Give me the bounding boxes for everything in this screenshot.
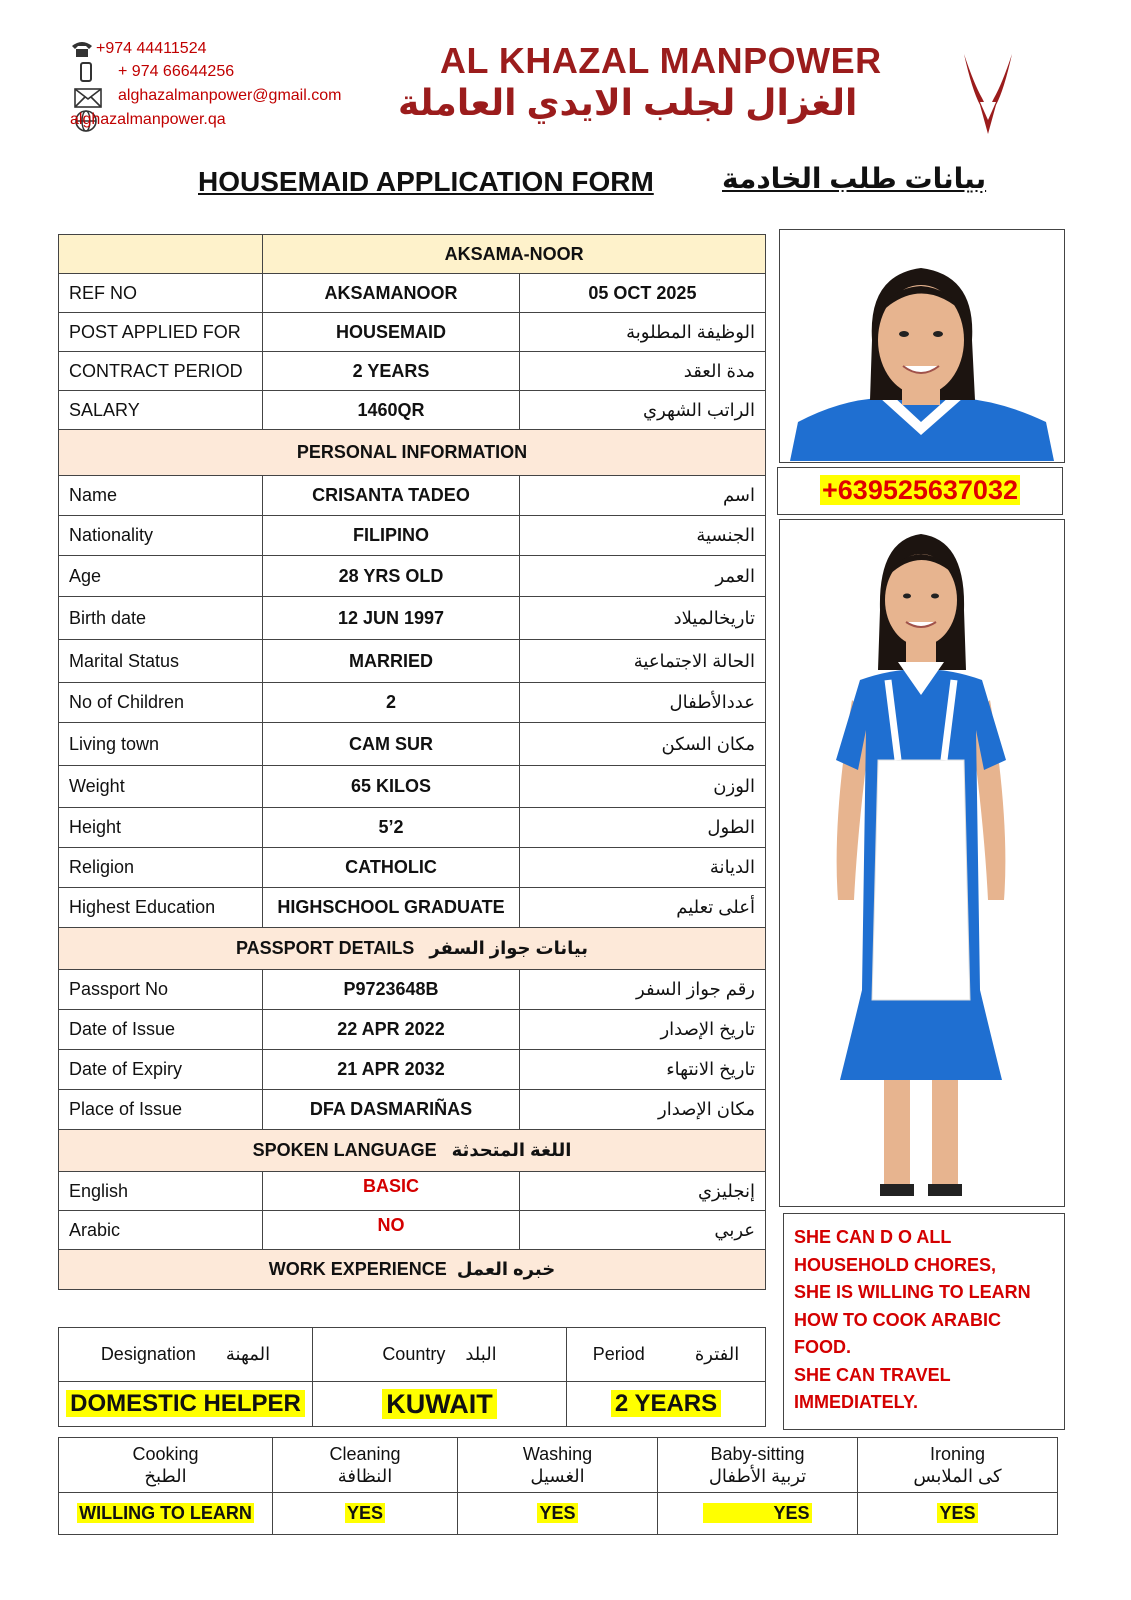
brand-name-en: AL KHAZAL MANPOWER [440,40,882,81]
skill-value: YES [346,1503,384,1523]
contact-website[interactable]: alghazalmanpower.qa [70,111,226,128]
table-row [59,1090,766,1130]
skill-label-en: Cooking [132,1444,199,1464]
row-label: Place of Issue [59,1090,263,1130]
row-value: CATHOLIC [263,848,520,888]
candidate-code: AKSAMA-NOOR [263,235,766,274]
row-label: POST APPLIED FOR [59,313,263,352]
col-label-en: Country [382,1344,446,1364]
section-header [59,430,766,476]
brand-name-ar: الغزال لجلب الايدي العاملة [398,82,858,123]
arabic-level: NO [263,1211,520,1250]
row-label-ar: رقم جواز السفر [519,970,765,1010]
period-col [567,1328,766,1382]
row-label: No of Children [59,683,263,723]
table-row [59,313,766,352]
contact-phone-1: +974 44411524 [96,40,207,57]
table-row [59,683,766,723]
mobile-icon [80,62,104,82]
row-label-ar: الوزن [519,766,765,808]
skill-value-cell [458,1493,658,1535]
passport-header [59,928,766,970]
row-label-ar: تاريخ الإصدار [519,1010,765,1050]
table-row [59,556,766,597]
work-header [59,1250,766,1290]
row-label: Living town [59,723,263,766]
work-header-en: WORK EXPERIENCE [268,1259,447,1279]
table-row [59,274,766,313]
row-value: P9723648B [263,970,520,1010]
table-row [59,808,766,848]
skill-value: YES [939,1503,976,1523]
row-value: 22 APR 2022 [263,1010,520,1050]
skill-label-en: Ironing [929,1444,986,1464]
table-row [59,1211,766,1250]
work-header-ar: خبره العمل [456,1259,556,1279]
portrait-photo [779,229,1065,463]
table-row [59,1172,766,1211]
row-label: Arabic [59,1211,263,1250]
gazelle-logo-icon [958,50,1018,145]
row-label-ar: تاريخالميلاد [519,597,765,640]
form-title-ar: بيانات طلب الخادمة [722,163,987,194]
row-label: Passport No [59,970,263,1010]
row-value: CAM SUR [263,723,520,766]
row-label: SALARY [59,391,263,430]
ref-date: 05 OCT 2025 [519,274,765,313]
row-value: DFA DASMARIÑAS [263,1090,520,1130]
table-row [59,848,766,888]
row-label: English [59,1172,263,1211]
skill-value-cell [273,1493,458,1535]
work-columns-row [59,1328,766,1382]
skill-value: YES [703,1503,811,1523]
row-value: 2 [263,683,520,723]
country-cell [313,1382,567,1427]
row-label-ar: أعلى تعليم [519,888,765,928]
row-value: 12 JUN 1997 [263,597,520,640]
skill-babysitting [658,1438,858,1493]
passport-header-en: PASSPORT DETAILS [235,938,415,958]
row-label-ar: الراتب الشهري [519,391,765,430]
designation-value: DOMESTIC HELPER [66,1390,305,1417]
skills-header-row [59,1438,1058,1493]
empty-cell [59,235,263,274]
row-label: Age [59,556,263,597]
row-value: 65 KILOS [263,766,520,808]
table-row [59,597,766,640]
row-label-ar: الديانة [519,848,765,888]
row-value: 1460QR [263,391,520,430]
row-label: REF NO [59,274,263,313]
remark-line: SHE CAN D O ALL [794,1227,952,1247]
personal-info-header: PERSONAL INFORMATION [59,430,766,476]
row-label-ar: عددالأطفال [519,683,765,723]
skill-value-cell [658,1493,858,1535]
candidate-phone-box [777,467,1063,515]
remark-line: SHE IS WILLING TO LEARN [794,1282,1031,1302]
row-value: 5’2 [263,808,520,848]
row-value: 28 YRS OLD [263,556,520,597]
skill-label-ar: النظافة [337,1466,393,1486]
table-row [59,476,766,516]
row-label-ar: عربي [519,1211,765,1250]
skill-washing [458,1438,658,1493]
row-label: Highest Education [59,888,263,928]
remark-line: FOOD. [794,1337,851,1357]
row-label-ar: الحالة الاجتماعية [519,640,765,683]
phone-icon [70,40,94,60]
application-table [58,234,766,1290]
skill-label-en: Cleaning [329,1444,401,1464]
row-label-ar: مدة العقد [519,352,765,391]
skills-table [58,1437,1058,1535]
country-value: KUWAIT [382,1389,496,1419]
skill-ironing [858,1438,1058,1493]
section-header [59,1130,766,1172]
skill-value-cell [858,1493,1058,1535]
remark-line: SHE CAN TRAVEL [794,1364,951,1385]
row-value: AKSAMANOOR [263,274,520,313]
country-col [313,1328,567,1382]
row-label: CONTRACT PERIOD [59,352,263,391]
row-label-ar: العمر [519,556,765,597]
designation-col [59,1328,313,1382]
table-row [59,391,766,430]
col-label-ar: الفترة [694,1344,740,1364]
row-label: Date of Expiry [59,1050,263,1090]
skill-cooking [59,1438,273,1493]
remark-line: IMMEDIATELY. [794,1392,919,1412]
skill-label-en: Washing [522,1444,593,1464]
row-label: Religion [59,848,263,888]
section-header [59,928,766,970]
skill-label-ar: الغسيل [530,1466,585,1486]
work-experience-table [58,1327,766,1427]
row-label-ar: تاريخ الانتهاء [519,1050,765,1090]
row-label-ar: الوظيفة المطلوبة [519,313,765,352]
row-value: 21 APR 2032 [263,1050,520,1090]
skill-label-ar: الطبخ [144,1466,187,1486]
table-row [59,640,766,683]
row-label: Nationality [59,516,263,556]
table-row [59,1010,766,1050]
table-row [59,516,766,556]
col-label-ar: المهنة [225,1344,271,1364]
row-label: Date of Issue [59,1010,263,1050]
row-label-ar: مكان السكن [519,723,765,766]
email-link[interactable]: alghazalmanpower@gmail.com [118,87,342,104]
row-label-ar: الجنسية [519,516,765,556]
col-label-ar: البلد [465,1344,497,1364]
table-row [59,766,766,808]
passport-header-ar: بيانات جواز السفر [429,938,589,958]
remark-line: HOUSEHOLD CHORES, [794,1254,997,1275]
row-label-ar: الطول [519,808,765,848]
contact-email[interactable] [118,87,341,105]
row-value: HOUSEMAID [263,313,520,352]
table-row [59,352,766,391]
skill-label-en: Baby-sitting [710,1444,805,1464]
english-level: BASIC [263,1172,520,1211]
row-label-ar: إنجليزي [519,1172,765,1211]
section-header [59,1250,766,1290]
designation-cell [59,1382,313,1427]
row-label: Height [59,808,263,848]
period-value: 2 YEARS [611,1390,721,1417]
work-values-row [59,1382,766,1427]
row-value: HIGHSCHOOL GRADUATE [263,888,520,928]
period-cell [567,1382,766,1427]
full-body-photo [779,519,1065,1207]
language-header-en: SPOKEN LANGUAGE [252,1140,437,1160]
skills-value-row [59,1493,1058,1535]
row-value: CRISANTA TADEO [263,476,520,516]
skill-cleaning [273,1438,458,1493]
row-label: Weight [59,766,263,808]
row-value: 2 YEARS [263,352,520,391]
col-label-en: Designation [100,1344,196,1364]
candidate-phone: +639525637032 [822,475,1018,505]
table-row [59,888,766,928]
mail-icon [74,88,98,108]
contact-phone-2: + 974 66644256 [118,63,235,80]
candidate-code-row [59,235,766,274]
row-value: MARRIED [263,640,520,683]
skill-label-ar: تربية الأطفال [708,1466,807,1486]
remark-line: HOW TO COOK ARABIC [794,1309,1001,1330]
table-row [59,970,766,1010]
row-label: Birth date [59,597,263,640]
row-label: Marital Status [59,640,263,683]
remarks-box [783,1213,1065,1430]
row-label-ar: مكان الإصدار [519,1090,765,1130]
col-label-en: Period [592,1344,645,1364]
row-label: Name [59,476,263,516]
row-label-ar: اسم [519,476,765,516]
form-title-en: HOUSEMAID APPLICATION FORM [198,166,654,197]
row-value: FILIPINO [263,516,520,556]
table-row [59,723,766,766]
skill-value: YES [539,1503,576,1523]
skill-label-ar: کی الملابس [913,1466,1002,1486]
language-header-ar: اللغة المتحدثة [451,1140,572,1160]
skill-value: WILLING TO LEARN [79,1503,252,1523]
table-row [59,1050,766,1090]
skill-value-cell [59,1493,273,1535]
language-header [59,1130,766,1172]
